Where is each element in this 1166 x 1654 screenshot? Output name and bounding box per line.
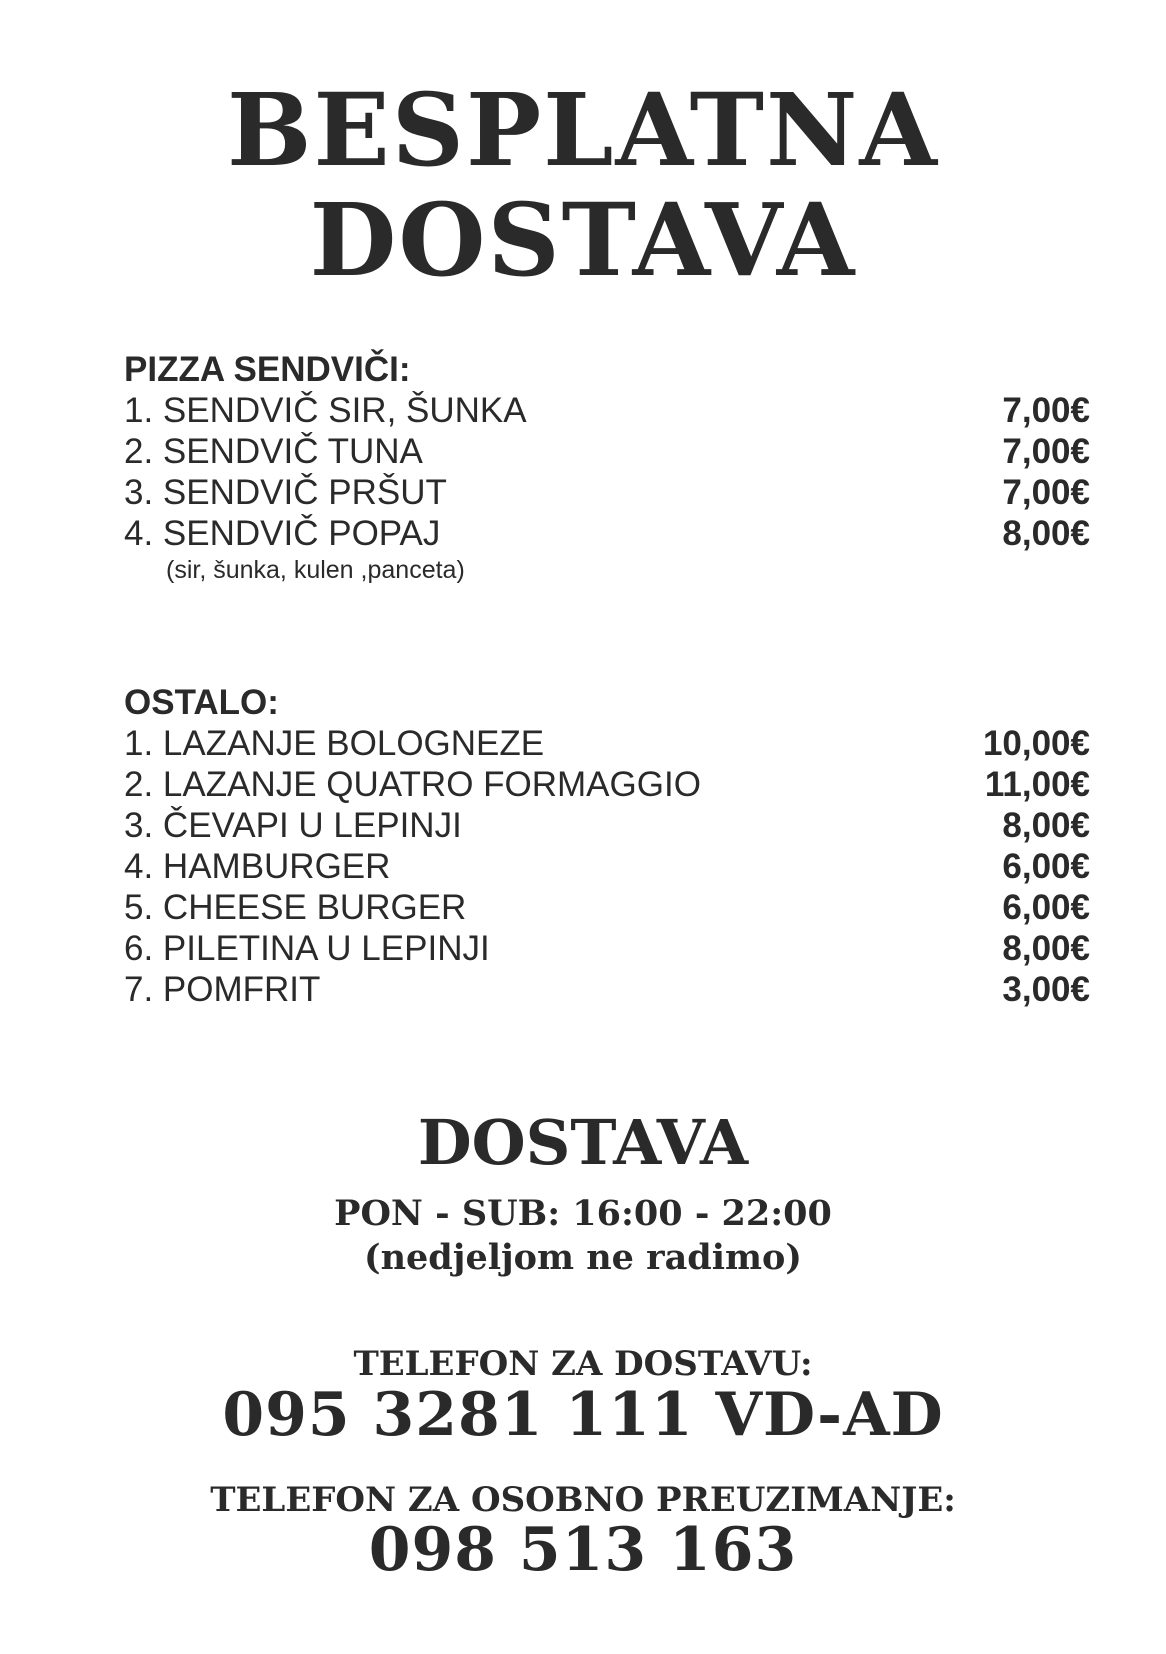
section-title: PIZZA SENDVIČI: — [124, 350, 411, 389]
menu-item-price: 8,00€ — [1002, 806, 1090, 845]
delivery-phone-number: 095 3281 111 VD-AD — [222, 1380, 944, 1450]
menu-item-price: 6,00€ — [1002, 888, 1090, 927]
menu-item — [124, 969, 1090, 1010]
menu-item-note: (sir, šunka, kulen ,panceta) — [166, 556, 465, 584]
menu-item-price: 3,00€ — [1002, 970, 1090, 1009]
menu-item — [124, 764, 1090, 805]
menu-item-name: 3. SENDVIČ PRŠUT — [124, 473, 447, 512]
delivery-hours: PON - SUB: 16:00 - 22:00 — [334, 1193, 832, 1234]
menu-section-pizza-sendvici — [124, 350, 1090, 586]
menu-item-price: 8,00€ — [1002, 514, 1090, 553]
menu-item-name: 5. CHEESE BURGER — [124, 888, 467, 927]
menu-item-name: 3. ČEVAPI U LEPINJI — [124, 806, 462, 845]
menu-item-price: 6,00€ — [1002, 847, 1090, 886]
pickup-phone-number: 098 513 163 — [368, 1515, 798, 1585]
menu-item-price: 8,00€ — [1002, 929, 1090, 968]
menu-item-name: 2. LAZANJE QUATRO FORMAGGIO — [124, 765, 701, 804]
menu-item — [124, 928, 1090, 969]
menu-item-name: 1. SENDVIČ SIR, ŠUNKA — [124, 391, 527, 430]
menu-item-price: 11,00€ — [984, 765, 1090, 804]
section-title: OSTALO: — [124, 683, 279, 722]
menu-item — [124, 513, 1090, 554]
pickup-phone-label: TELEFON ZA OSOBNO PREUZIMANJE: — [210, 1480, 956, 1520]
menu-item — [124, 846, 1090, 887]
menu-item-price: 7,00€ — [1002, 473, 1090, 512]
delivery-title: DOSTAVA — [417, 1106, 749, 1179]
menu-item-name: 4. HAMBURGER — [124, 847, 391, 886]
menu-item — [124, 431, 1090, 472]
delivery-phone-label: TELEFON ZA DOSTAVU: — [353, 1344, 813, 1384]
menu-item-price: 7,00€ — [1002, 432, 1090, 471]
headline-line-2: DOSTAVA — [309, 181, 857, 299]
menu-item-name: 4. SENDVIČ POPAJ — [124, 514, 441, 553]
menu-item-price: 10,00€ — [982, 724, 1090, 763]
menu-item-name: 7. POMFRIT — [124, 970, 321, 1009]
menu-item — [124, 805, 1090, 846]
menu-item — [124, 472, 1090, 513]
menu-item-name: 1. LAZANJE BOLOGNEZE — [124, 724, 545, 763]
headline-line-1: BESPLATNA — [227, 71, 939, 189]
menu-item-name: 2. SENDVIČ TUNA — [124, 432, 423, 471]
menu-item-name: 6. PILETINA U LEPINJI — [124, 929, 490, 968]
menu-item — [124, 887, 1090, 928]
menu-item — [124, 390, 1090, 431]
menu-section-ostalo — [124, 683, 1090, 1010]
delivery-hours-note: (nedjeljom ne radimo) — [364, 1237, 802, 1278]
menu-item — [124, 723, 1090, 764]
menu-item-price: 7,00€ — [1002, 391, 1090, 430]
